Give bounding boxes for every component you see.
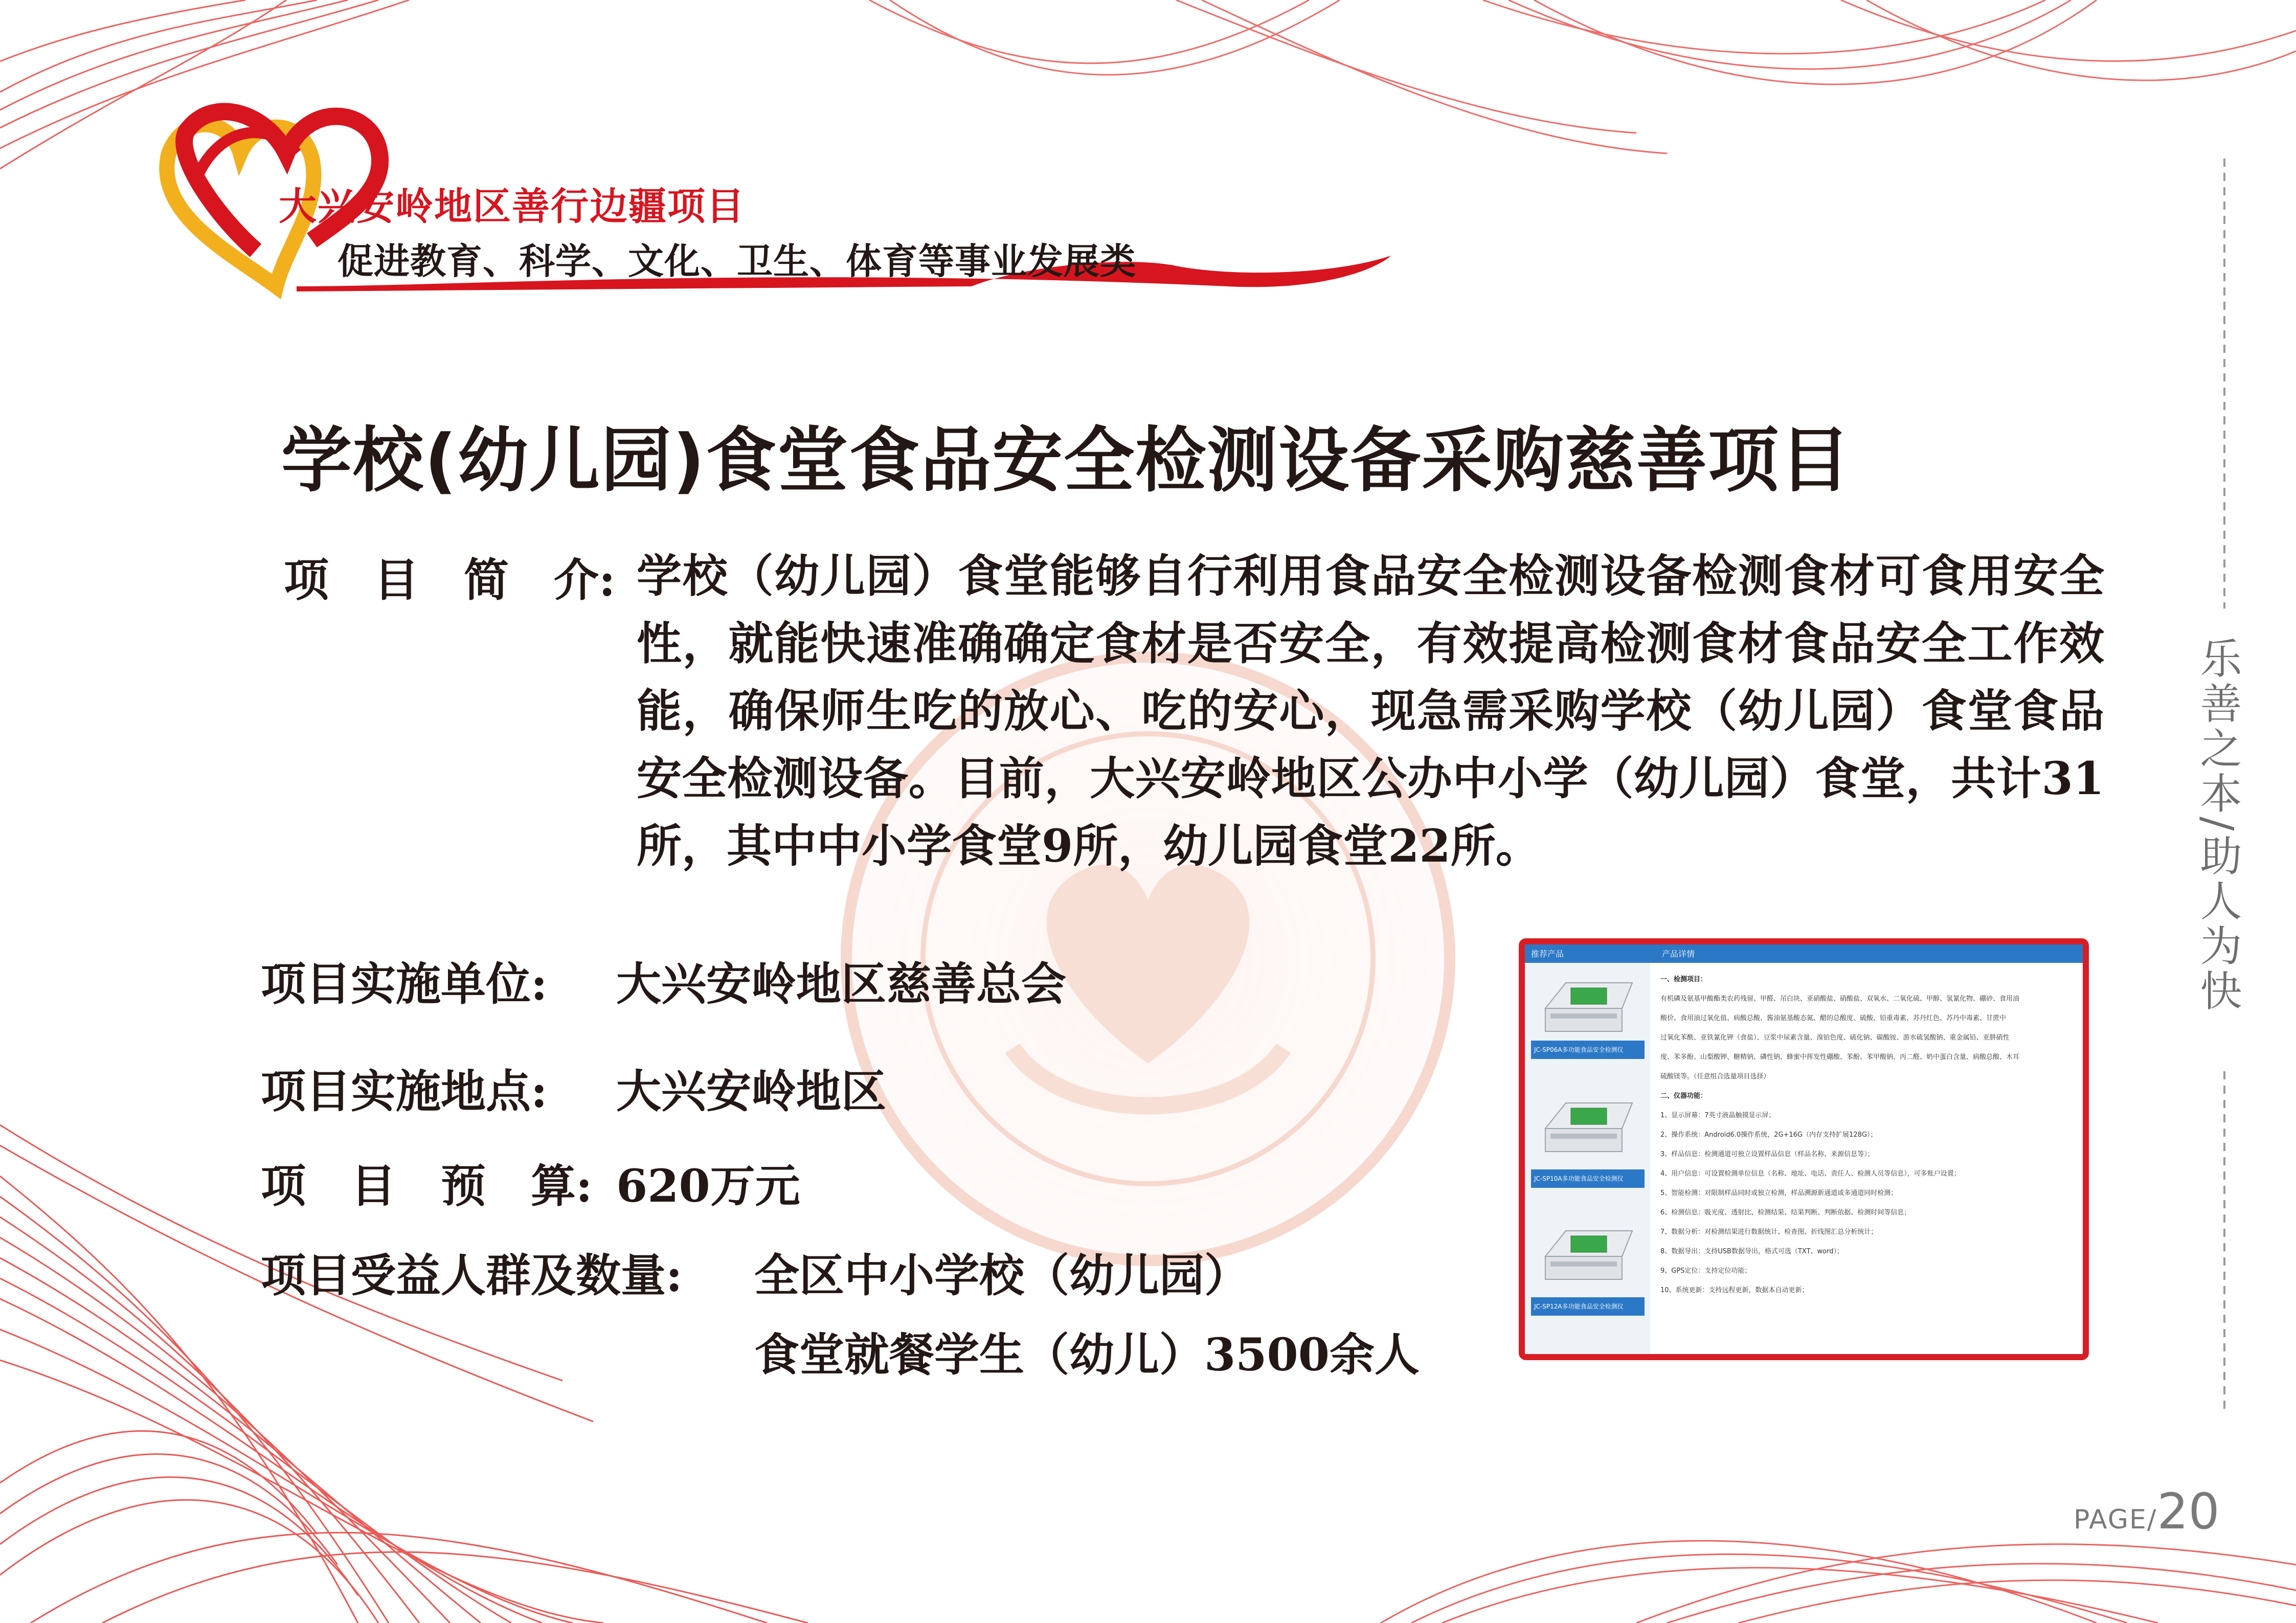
product-panel-right-header: 产品详情	[1662, 949, 1695, 959]
spec-line: 有机磷及氨基甲酸酯类农药残留、甲醛、吊白块、亚硝酸盐、硝酸盐、双氧水、二氧化硫、甲醇、氢氰化物、硼砂、食用油	[1660, 995, 2020, 1003]
side-slogan: 乐善之本/助人为快	[2193, 637, 2242, 1014]
product-panel-left-header: 推荐产品	[1531, 949, 1564, 959]
product-spec-text	[1660, 970, 2080, 1300]
detector-device-image	[1535, 1221, 1640, 1287]
spec-line: 9、GPS定位：支持定位功能；	[1660, 1267, 1751, 1275]
spec-line: 度、苯多酚、山梨酸钾、糖精钠、磷性钠、蜂蜜中挥发性硼酸、苯酚、苯甲酸钠、丙二醛、奶中蛋白含量、病酸总酸、木耳	[1660, 1053, 2020, 1061]
page-number	[2074, 1483, 2220, 1540]
intro-text: 学校（幼儿园）食堂能够自行利用食品安全检测设备检测食材可食用安全性，就能快速准确确定食材是否安全，有效提高检测食材食品安全工作效能，确保师生吃的放心、吃的安心，现急需采购学校（幼儿园）食堂食品安全检测设备。目前，大兴安岭地区公办中小学（幼儿园）食堂，共计31所，其中中小学食堂9所，幼儿园食堂22所。	[637, 549, 2104, 872]
beneficiary-line2: 食堂就餐学生（幼儿）3500余人	[754, 1328, 1420, 1381]
spec-line: 过氧化苯酰、亚铁氰化钾（食盐）、豆浆中尿素含量、溴铂色度、硫化钠、碳酸铵、游水硫氢酸钠、重金属铅、亚肼硝性	[1660, 1034, 2010, 1042]
unit-label: 项目实施单位:	[261, 957, 548, 1010]
budget-value: 620万元	[616, 1159, 800, 1212]
header-title: 大兴安岭地区善行边疆项目	[279, 185, 745, 229]
page-value: 20	[2157, 1483, 2220, 1540]
detector-device-image	[1535, 973, 1640, 1039]
spec-line: 6、检测信息：吸光度、透射比、检测结果、结果判断、判断依据、检测时间等信息；	[1660, 1209, 1911, 1216]
place-label: 项目实施地点:	[261, 1065, 548, 1118]
page-label: PAGE/	[2074, 1504, 2157, 1535]
spec-line: 4、用户信息：可设置检测单位信息（名称、地址、电话、责任人、检测人员等信息），可多账户设置；	[1660, 1170, 1961, 1178]
device-caption-3: JC-SP12A多功能食品安全检测仪	[1531, 1297, 1645, 1316]
side-dashed-line-top	[2223, 159, 2225, 608]
detector-device-image	[1535, 1093, 1640, 1159]
spec-line: 二、仪器功能：	[1660, 1092, 1707, 1100]
device-caption-2: JC-SP10A多功能食品安全检测仪	[1531, 1169, 1645, 1188]
spec-line: 1、显示屏幕：7英寸液晶触摸显示屏；	[1660, 1112, 1775, 1119]
product-panel-header	[1525, 944, 2083, 963]
beneficiary-label: 项目受益人群及数量:	[261, 1249, 683, 1302]
budget-label: 项 目 预 算:	[261, 1159, 593, 1212]
spec-line: 3、样品信息：检测通道可独立设置样品信息（样品名称、来源信息等）；	[1660, 1151, 1874, 1158]
spec-line: 酸价、食用油过氧化值、病酸总酸、酱油氨基酸态氮、醋的总酸度、硫酸、铅重毒素、苏丹红色、苏丹中毒素、甘蔗中	[1660, 1015, 2007, 1022]
spec-line: 8、数据导出：支持USB数据导出，格式可选（TXT、word）；	[1660, 1248, 1843, 1255]
page-title: 学校(幼儿园)食堂食品安全检测设备采购慈善项目	[281, 419, 1852, 502]
spec-line: 10、系统更新：支持远程更新，数据本自动更新；	[1660, 1287, 1809, 1294]
product-image-panel	[1519, 938, 2089, 1360]
spec-line: 一、检测项目：	[1660, 976, 1707, 983]
spec-line: 2、操作系统：Android6.0操作系统，2G+16G（内存支持扩展128G）；	[1660, 1131, 1877, 1139]
device-caption-1: JC-SP06A多功能食品安全检测仪	[1531, 1041, 1645, 1059]
spec-line: 硫酸镁等。（任意组合选量项目选择）	[1660, 1073, 1770, 1080]
unit-value: 大兴安岭地区慈善总会	[616, 957, 1067, 1010]
beneficiary-line1: 全区中小学校（幼儿园）	[754, 1249, 1250, 1302]
header-subtitle: 促进教育、科学、文化、卫生、体育等事业发展类	[337, 240, 1136, 282]
side-dashed-line-bottom	[2223, 1071, 2225, 1414]
intro-label: 项 目 简 介:	[284, 553, 616, 606]
spec-line: 7、数据分析：对检测结果进行数据统计、检查图、折线图汇总分析统计；	[1660, 1228, 1878, 1236]
spec-line: 5、智能检测：对限制样品同时或独立检测，样品溯源新通道或多通道同时检测；	[1660, 1189, 1898, 1197]
place-value: 大兴安岭地区	[616, 1065, 887, 1118]
